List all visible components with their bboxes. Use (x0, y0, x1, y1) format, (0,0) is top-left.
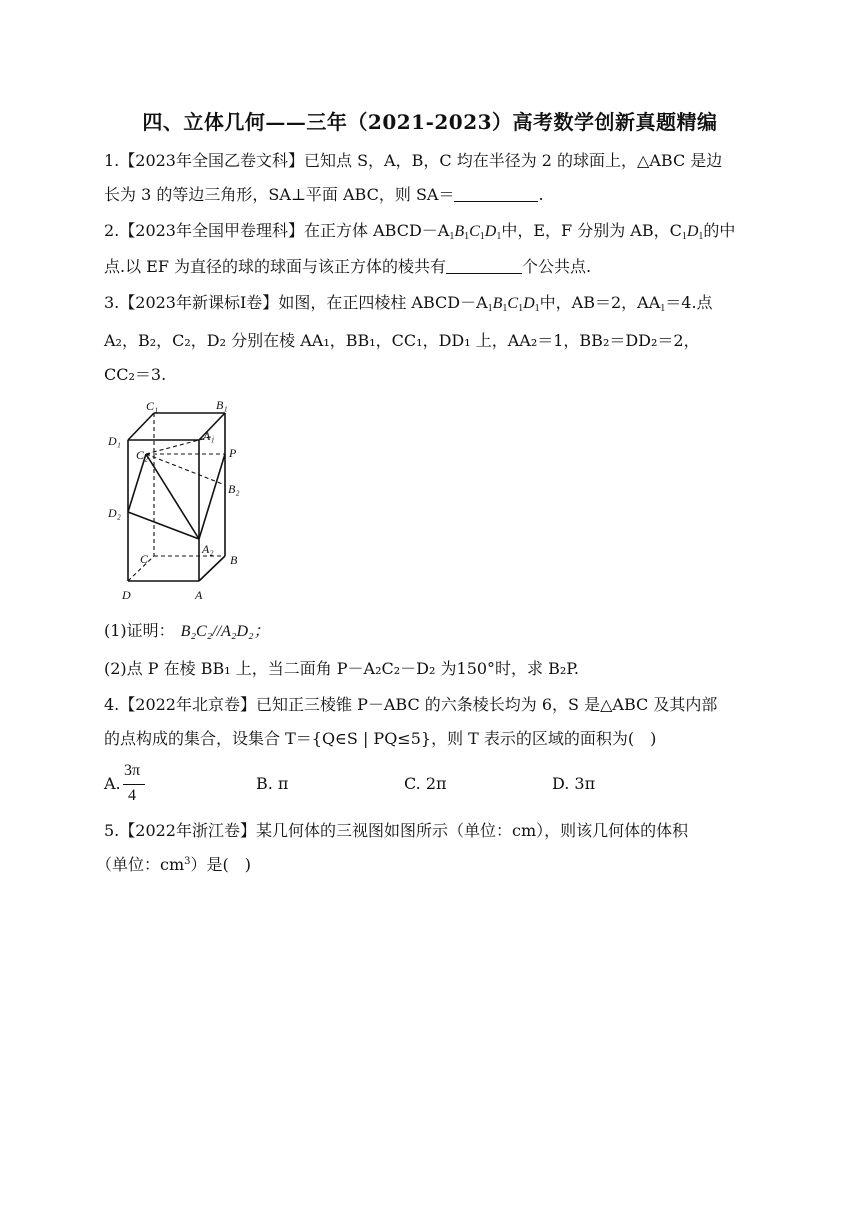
q5-tag: 5.【2022年浙江卷】 (104, 821, 256, 840)
q3-sub-1-label: (1)证明： (104, 621, 175, 640)
label-B2: B₂ (228, 482, 240, 496)
q1-line-1 (104, 148, 722, 171)
q4-option-a-numerator: 3π (124, 762, 141, 779)
q2-text-2-end: 个公共点. (522, 257, 592, 276)
label-C1: C₁ (146, 399, 159, 413)
prism-figure (104, 393, 264, 605)
q2-tag: 2.【2023年全国甲卷理科】 (104, 221, 304, 240)
q2-text-1c: 的中 (703, 221, 736, 240)
q3-line-1: 3.【2023年新课标Ⅰ卷】如图，在正四棱柱 $ABCD-A_1B_1C_1D_1$中，AB＝2，$AA_1=4$.点 (104, 293, 713, 314)
label-D: D (122, 588, 131, 602)
label-A: A (195, 588, 203, 602)
q3-text-1: 如图，在正四棱柱 ABCD－A (278, 293, 488, 312)
q4-option-a-denominator: 4 (128, 787, 136, 804)
q4-line-2: 的点构成的集合，设集合 T＝{Q∈S | PQ≤5}，则 T 表示的区域的面积为( ) (104, 729, 657, 748)
label-D1: D₁ (108, 434, 121, 448)
label-P: P (229, 446, 237, 460)
q2-text-1a: 在正方体 ABCD－A (304, 221, 450, 240)
q2-line-2 (104, 254, 591, 277)
label-C: C (140, 552, 149, 566)
q4-option-d[interactable]: D. 3π (552, 774, 596, 793)
q1-answer-blank (454, 187, 538, 202)
q1-tag: 1.【2023年全国乙卷文科】 (104, 151, 304, 170)
q4-option-c[interactable]: C. 2π (404, 774, 447, 793)
label-C2: C₂ (136, 448, 149, 462)
q3-tag: 3.【2023年新课标Ⅰ卷】 (104, 293, 279, 312)
q5-text-1: 某几何体的三视图如图所示（单位：cm），则该几何体的体积 (256, 821, 689, 840)
q2-text-1b: 中，E，F 分别为 AB，C (501, 221, 682, 240)
label-D2: D₂ (108, 506, 121, 520)
q5-line-2 (96, 852, 251, 875)
q2-line-1: 2.【2023年全国甲卷理科】在正方体 $ABCD-A_1B_1C_1D_1$中，E，F 分别为 AB，$C_1D_1$的中 (104, 221, 736, 242)
label-B: B (230, 553, 238, 567)
q5-superscript: 3 (184, 856, 191, 867)
q3-sub-2: (2)点 P 在棱 BB₁ 上，当二面角 P－A₂C₂－D₂ 为150°时，求 B₂P. (104, 659, 579, 678)
q4-text-1: 已知正三棱锥 P－ABC 的六条棱长均为 6，S 是△ABC 及其内部 (256, 695, 718, 714)
q1-text-2: 长为 3 的等边三角形，SA⊥平面 ABC，则 SA＝ (104, 185, 455, 204)
q2-text-2: 点.以 EF 为直径的球的球面与该正方体的棱共有 (104, 257, 447, 276)
fraction-bar (123, 784, 145, 785)
label-A1: A₁ (203, 429, 215, 443)
q4-line-1 (104, 692, 717, 715)
q3-line-2: A₂，B₂，C₂，D₂ 分别在棱 AA₁，BB₁，CC₁，DD₁ 上，AA₂＝1，BB₂＝DD₂＝2， (104, 331, 700, 350)
q4-option-a-label: A. (104, 774, 121, 793)
q3-line-3: CC₂＝3. (104, 365, 167, 384)
q3-sub-1-math: B₂C₂//A₂D₂； (180, 623, 270, 640)
q5-line-1 (104, 818, 688, 841)
q1-text-1: 已知点 S，A，B，C 均在半径为 2 的球面上，△ABC 是边 (304, 151, 723, 170)
q2-answer-blank (446, 259, 522, 274)
q5-text-2b: ）是( ) (190, 855, 252, 874)
q5-text-2a: （单位：cm (96, 855, 185, 874)
q3-text-1b: 中，AB＝2，AA (539, 293, 661, 312)
page-title: 四、立体几何——三年（2021-2023）高考数学创新真题精编 (142, 110, 718, 134)
q3-text-1c: ＝4.点 (665, 293, 713, 312)
label-A2: A₂ (202, 542, 214, 556)
q4-tag: 4.【2022年北京卷】 (104, 695, 256, 714)
label-B1: B₁ (216, 398, 228, 412)
q1-end: . (538, 185, 544, 204)
q3-sub-1 (104, 618, 270, 641)
q1-line-2 (104, 182, 544, 205)
q4-option-b[interactable]: B. π (256, 774, 289, 793)
